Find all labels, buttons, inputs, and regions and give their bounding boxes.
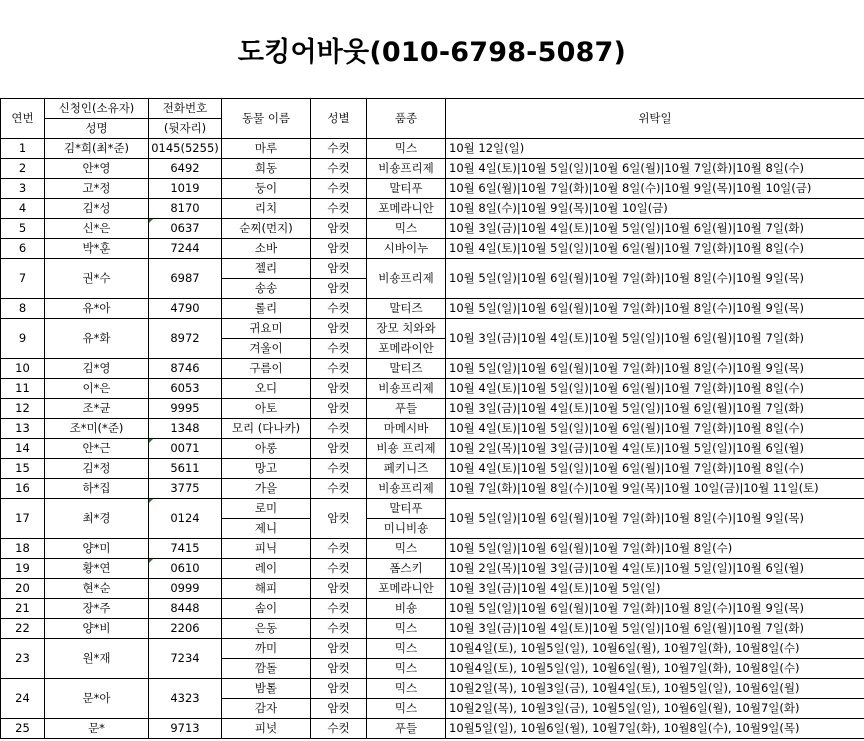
table-row (1, 139, 864, 159)
cell-pet-name: 젤리 (222, 259, 311, 279)
cell-dates: 10월 6일(월)|10월 7일(화)|10월 8일(수)|10월 9일(목)|10월 10일(금) (446, 179, 864, 199)
cell-no: 19 (1, 559, 45, 579)
cell-pet-name: 은동 (222, 619, 311, 639)
cell-owner: 신*은 (45, 219, 149, 239)
cell-pet-name: 솜이 (222, 599, 311, 619)
table-row (1, 239, 864, 259)
cell-no: 15 (1, 459, 45, 479)
cell-dates: 10월 7일(화)|10월 8일(수)|10월 9일(목)|10월 10일(금)|10월 11일(토) (446, 479, 864, 499)
cell-breed: 비숑프리제 (367, 379, 446, 399)
cell-breed: 말티즈 (367, 299, 446, 319)
cell-sex: 수컷 (311, 359, 367, 379)
table-row (1, 619, 864, 639)
header-phone-line2: (뒷자리) (149, 119, 222, 139)
table-header (1, 99, 864, 139)
cell-pet-name: 밤톨 (222, 679, 311, 699)
cell-pet-name: 해피 (222, 579, 311, 599)
cell-pet-name: 깜돌 (222, 659, 311, 679)
cell-sex: 수컷 (311, 159, 367, 179)
cell-no: 1 (1, 139, 45, 159)
cell-dates: 10월 8일(수)|10월 9일(목)|10월 10일(금) (446, 199, 864, 219)
cell-sex: 암컷 (311, 679, 367, 699)
cell-owner: 고*정 (45, 179, 149, 199)
cell-phone: 3775 (149, 479, 222, 499)
cell-phone: 4790 (149, 299, 222, 319)
cell-no: 10 (1, 359, 45, 379)
cell-owner: 김*정 (45, 459, 149, 479)
cell-sex: 암컷 (311, 219, 367, 239)
cell-sex: 수컷 (311, 539, 367, 559)
cell-breed: 믹스 (367, 679, 446, 699)
cell-sex: 수컷 (311, 479, 367, 499)
cell-dates: 10월2일(목), 10월3일(금), 10월4일(토), 10월5일(일), 10월6일(월) (446, 679, 864, 699)
cell-dates: 10월 3일(금)|10월 4일(토)|10월 5일(일)|10월 6일(월)|10월 7일(화) (446, 219, 864, 239)
cell-phone: 7244 (149, 239, 222, 259)
cell-sex: 암컷 (311, 639, 367, 659)
table-row (1, 679, 864, 699)
cell-pet-name: 롤리 (222, 299, 311, 319)
table-row (1, 599, 864, 619)
table-row (1, 559, 864, 579)
cell-dates: 10월 3일(금)|10월 4일(토)|10월 5일(일)|10월 6일(월)|10월 7일(화) (446, 619, 864, 639)
cell-phone: 1019 (149, 179, 222, 199)
cell-phone: 0637 (149, 219, 222, 239)
cell-sex: 수컷 (311, 619, 367, 639)
table-row (1, 319, 864, 339)
cell-owner: 장*주 (45, 599, 149, 619)
cell-dates: 10월4일(토), 10월5일(일), 10월6일(월), 10월7일(화), 10월8일(수) (446, 639, 864, 659)
cell-sex: 수컷 (311, 719, 367, 739)
header-sex: 성별 (311, 99, 367, 139)
cell-no: 14 (1, 439, 45, 459)
cell-pet-name: 순찌(먼지) (222, 219, 311, 239)
cell-no: 22 (1, 619, 45, 639)
cell-phone: 8170 (149, 199, 222, 219)
cell-dates: 10월 5일(일)|10월 6일(월)|10월 7일(화)|10월 8일(수)|10월 9일(목) (446, 499, 864, 539)
cell-pet-name: 리치 (222, 199, 311, 219)
cell-breed: 믹스 (367, 699, 446, 719)
table-row (1, 479, 864, 499)
table-row (1, 499, 864, 519)
cell-sex: 암컷 (311, 259, 367, 279)
cell-dates: 10월 5일(일)|10월 6일(월)|10월 7일(화)|10월 8일(수)|10월 9일(목) (446, 259, 864, 299)
header-dates: 위탁일 (446, 99, 864, 139)
header-owner-line1: 신청인(소유자) (45, 99, 149, 119)
cell-breed: 믹스 (367, 639, 446, 659)
header-breed: 품종 (367, 99, 446, 139)
cell-breed: 비숑프리제 (367, 259, 446, 299)
cell-dates: 10월 4일(토)|10월 5일(일)|10월 6일(월)|10월 7일(화)|10월 8일(수) (446, 239, 864, 259)
cell-phone: 7234 (149, 639, 222, 679)
cell-breed: 포메라이안 (367, 339, 446, 359)
cell-breed: 믹스 (367, 219, 446, 239)
cell-owner: 안*영 (45, 159, 149, 179)
cell-breed: 비숑프리제 (367, 159, 446, 179)
cell-phone: 9995 (149, 399, 222, 419)
cell-pet-name: 레이 (222, 559, 311, 579)
cell-breed: 포메라니안 (367, 579, 446, 599)
cell-sex: 암컷 (311, 379, 367, 399)
cell-breed: 비숑 프리제 (367, 439, 446, 459)
cell-breed: 푸들 (367, 399, 446, 419)
cell-dates: 10월 5일(일)|10월 6일(월)|10월 7일(화)|10월 8일(수)|10월 9일(목) (446, 299, 864, 319)
cell-phone: 8746 (149, 359, 222, 379)
cell-pet-name: 둥이 (222, 179, 311, 199)
cell-sex: 수컷 (311, 459, 367, 479)
header-owner-line2: 성명 (45, 119, 149, 139)
cell-no: 5 (1, 219, 45, 239)
cell-sex: 수컷 (311, 339, 367, 359)
cell-owner: 조*균 (45, 399, 149, 419)
cell-owner: 박*훈 (45, 239, 149, 259)
cell-sex: 수컷 (311, 179, 367, 199)
cell-dates: 10월2일(목), 10월3일(금), 10월5일(일), 10월6일(월), 10월7일(화) (446, 699, 864, 719)
cell-no: 17 (1, 499, 45, 539)
cell-phone: 9713 (149, 719, 222, 739)
cell-breed: 믹스 (367, 659, 446, 679)
table-body (1, 139, 864, 739)
cell-pet-name: 망고 (222, 459, 311, 479)
cell-no: 23 (1, 639, 45, 679)
header-pet-name: 동물 이름 (222, 99, 311, 139)
cell-dates: 10월 2일(목)|10월 3일(금)|10월 4일(토)|10월 5일(일)|10월 6일(월) (446, 559, 864, 579)
cell-pet-name: 피넛 (222, 719, 311, 739)
cell-breed: 포메라니안 (367, 199, 446, 219)
cell-owner: 이*은 (45, 379, 149, 399)
cell-no: 21 (1, 599, 45, 619)
cell-no: 2 (1, 159, 45, 179)
cell-owner: 유*화 (45, 319, 149, 359)
cell-no: 12 (1, 399, 45, 419)
table-row (1, 299, 864, 319)
cell-pet-name: 소바 (222, 239, 311, 259)
cell-dates: 10월 5일(일)|10월 6일(월)|10월 7일(화)|10월 8일(수) (446, 539, 864, 559)
table-row (1, 719, 864, 739)
table-row (1, 219, 864, 239)
cell-owner: 하*집 (45, 479, 149, 499)
cell-sex: 암컷 (311, 659, 367, 679)
cell-pet-name: 오디 (222, 379, 311, 399)
cell-phone: 0124 (149, 499, 222, 539)
cell-breed: 푸들 (367, 719, 446, 739)
cell-breed: 말티푸 (367, 499, 446, 519)
cell-breed: 장모 치와와 (367, 319, 446, 339)
cell-pet-name: 구름이 (222, 359, 311, 379)
table-row (1, 579, 864, 599)
cell-sex: 암컷 (311, 579, 367, 599)
cell-phone: 6053 (149, 379, 222, 399)
cell-sex: 수컷 (311, 559, 367, 579)
cell-owner: 권*수 (45, 259, 149, 299)
table-row (1, 639, 864, 659)
cell-pet-name: 귀요미 (222, 319, 311, 339)
cell-sex: 암컷 (311, 239, 367, 259)
cell-sex: 수컷 (311, 299, 367, 319)
cell-no: 9 (1, 319, 45, 359)
registration-table (0, 98, 864, 739)
cell-sex: 수컷 (311, 419, 367, 439)
cell-breed: 비숑프리제 (367, 479, 446, 499)
table-row (1, 439, 864, 459)
table-row (1, 179, 864, 199)
cell-no: 20 (1, 579, 45, 599)
cell-phone: 8448 (149, 599, 222, 619)
cell-breed: 비숑 (367, 599, 446, 619)
cell-breed: 폼스키 (367, 559, 446, 579)
cell-dates: 10월5일(일), 10월6일(월), 10월7일(화), 10월8일(수), 10월9일(목) (446, 719, 864, 739)
cell-dates: 10월 5일(일)|10월 6일(월)|10월 7일(화)|10월 8일(수)|10월 9일(목) (446, 359, 864, 379)
table-row (1, 159, 864, 179)
cell-no: 16 (1, 479, 45, 499)
cell-no: 4 (1, 199, 45, 219)
cell-sex: 암컷 (311, 439, 367, 459)
cell-dates: 10월 3일(금)|10월 4일(토)|10월 5일(일)|10월 6일(월)|10월 7일(화) (446, 399, 864, 419)
cell-owner: 문* (45, 719, 149, 739)
cell-no: 13 (1, 419, 45, 439)
cell-pet-name: 로미 (222, 499, 311, 519)
cell-sex: 암컷 (311, 499, 367, 539)
cell-phone: 0999 (149, 579, 222, 599)
cell-phone: 8972 (149, 319, 222, 359)
cell-phone: 5611 (149, 459, 222, 479)
cell-dates: 10월 4일(토)|10월 5일(일)|10월 6일(월)|10월 7일(화)|10월 8일(수) (446, 419, 864, 439)
cell-owner: 황*연 (45, 559, 149, 579)
table-row (1, 539, 864, 559)
cell-sex: 수컷 (311, 599, 367, 619)
cell-owner: 김*성 (45, 199, 149, 219)
cell-phone: 0610 (149, 559, 222, 579)
cell-pet-name: 아토 (222, 399, 311, 419)
cell-owner: 안*근 (45, 439, 149, 459)
cell-phone: 6492 (149, 159, 222, 179)
cell-owner: 양*미 (45, 539, 149, 559)
cell-phone: 4323 (149, 679, 222, 719)
cell-no: 25 (1, 719, 45, 739)
cell-dates: 10월 12일(일) (446, 139, 864, 159)
cell-pet-name: 까미 (222, 639, 311, 659)
cell-owner: 원*재 (45, 639, 149, 679)
cell-no: 11 (1, 379, 45, 399)
cell-dates: 10월 4일(토)|10월 5일(일)|10월 6일(월)|10월 7일(화)|10월 8일(수) (446, 379, 864, 399)
cell-phone: 0145(5255) (149, 139, 222, 159)
header-no: 연번 (1, 99, 45, 139)
table-row (1, 419, 864, 439)
cell-no: 6 (1, 239, 45, 259)
cell-dates: 10월 3일(금)|10월 4일(토)|10월 5일(일) (446, 579, 864, 599)
cell-phone: 0071 (149, 439, 222, 459)
cell-breed: 마메시바 (367, 419, 446, 439)
cell-owner: 현*순 (45, 579, 149, 599)
cell-pet-name: 가을 (222, 479, 311, 499)
cell-breed: 페키니즈 (367, 459, 446, 479)
table-row (1, 399, 864, 419)
cell-dates: 10월 5일(일)|10월 6일(월)|10월 7일(화)|10월 8일(수)|10월 9일(목) (446, 599, 864, 619)
cell-pet-name: 겨울이 (222, 339, 311, 359)
cell-dates: 10월4일(토), 10월5일(일), 10월6일(월), 10월7일(화), 10월8일(수) (446, 659, 864, 679)
cell-sex: 암컷 (311, 279, 367, 299)
cell-dates: 10월 3일(금)|10월 4일(토)|10월 5일(일)|10월 6일(월)|10월 7일(화) (446, 319, 864, 359)
page-title: 도킹어바웃(010-6798-5087) (237, 36, 627, 68)
header-phone-line1: 전화번호 (149, 99, 222, 119)
cell-no: 7 (1, 259, 45, 299)
cell-owner: 김*희(최*준) (45, 139, 149, 159)
cell-sex: 수컷 (311, 199, 367, 219)
cell-no: 8 (1, 299, 45, 319)
cell-pet-name: 제니 (222, 519, 311, 539)
cell-pet-name: 감자 (222, 699, 311, 719)
cell-owner: 김*영 (45, 359, 149, 379)
cell-owner: 유*아 (45, 299, 149, 319)
cell-pet-name: 모리 (다나카) (222, 419, 311, 439)
cell-pet-name: 아롱 (222, 439, 311, 459)
cell-dates: 10월 4일(토)|10월 5일(일)|10월 6일(월)|10월 7일(화)|10월 8일(수) (446, 159, 864, 179)
cell-owner: 문*아 (45, 679, 149, 719)
cell-pet-name: 피닉 (222, 539, 311, 559)
table-row (1, 259, 864, 279)
cell-pet-name: 송송 (222, 279, 311, 299)
cell-phone: 7415 (149, 539, 222, 559)
cell-phone: 1348 (149, 419, 222, 439)
cell-pet-name: 희동 (222, 159, 311, 179)
cell-dates: 10월 2일(목)|10월 3일(금)|10월 4일(토)|10월 5일(일)|10월 6일(월) (446, 439, 864, 459)
cell-phone: 2206 (149, 619, 222, 639)
cell-owner: 양*비 (45, 619, 149, 639)
cell-breed: 말티푸 (367, 179, 446, 199)
cell-breed: 말티즈 (367, 359, 446, 379)
table-row (1, 199, 864, 219)
cell-no: 3 (1, 179, 45, 199)
table-row (1, 359, 864, 379)
table-row (1, 379, 864, 399)
cell-owner: 조*미(*준) (45, 419, 149, 439)
cell-owner: 최*경 (45, 499, 149, 539)
cell-breed: 믹스 (367, 619, 446, 639)
cell-breed: 미니비숑 (367, 519, 446, 539)
cell-no: 24 (1, 679, 45, 719)
cell-sex: 암컷 (311, 319, 367, 339)
cell-phone: 6987 (149, 259, 222, 299)
cell-no: 18 (1, 539, 45, 559)
cell-dates: 10월 4일(토)|10월 5일(일)|10월 6일(월)|10월 7일(화)|10월 8일(수) (446, 459, 864, 479)
cell-sex: 암컷 (311, 399, 367, 419)
cell-pet-name: 마루 (222, 139, 311, 159)
cell-breed: 믹스 (367, 539, 446, 559)
table-row (1, 459, 864, 479)
cell-sex: 수컷 (311, 139, 367, 159)
cell-breed: 시바이누 (367, 239, 446, 259)
cell-sex: 암컷 (311, 699, 367, 719)
cell-breed: 믹스 (367, 139, 446, 159)
